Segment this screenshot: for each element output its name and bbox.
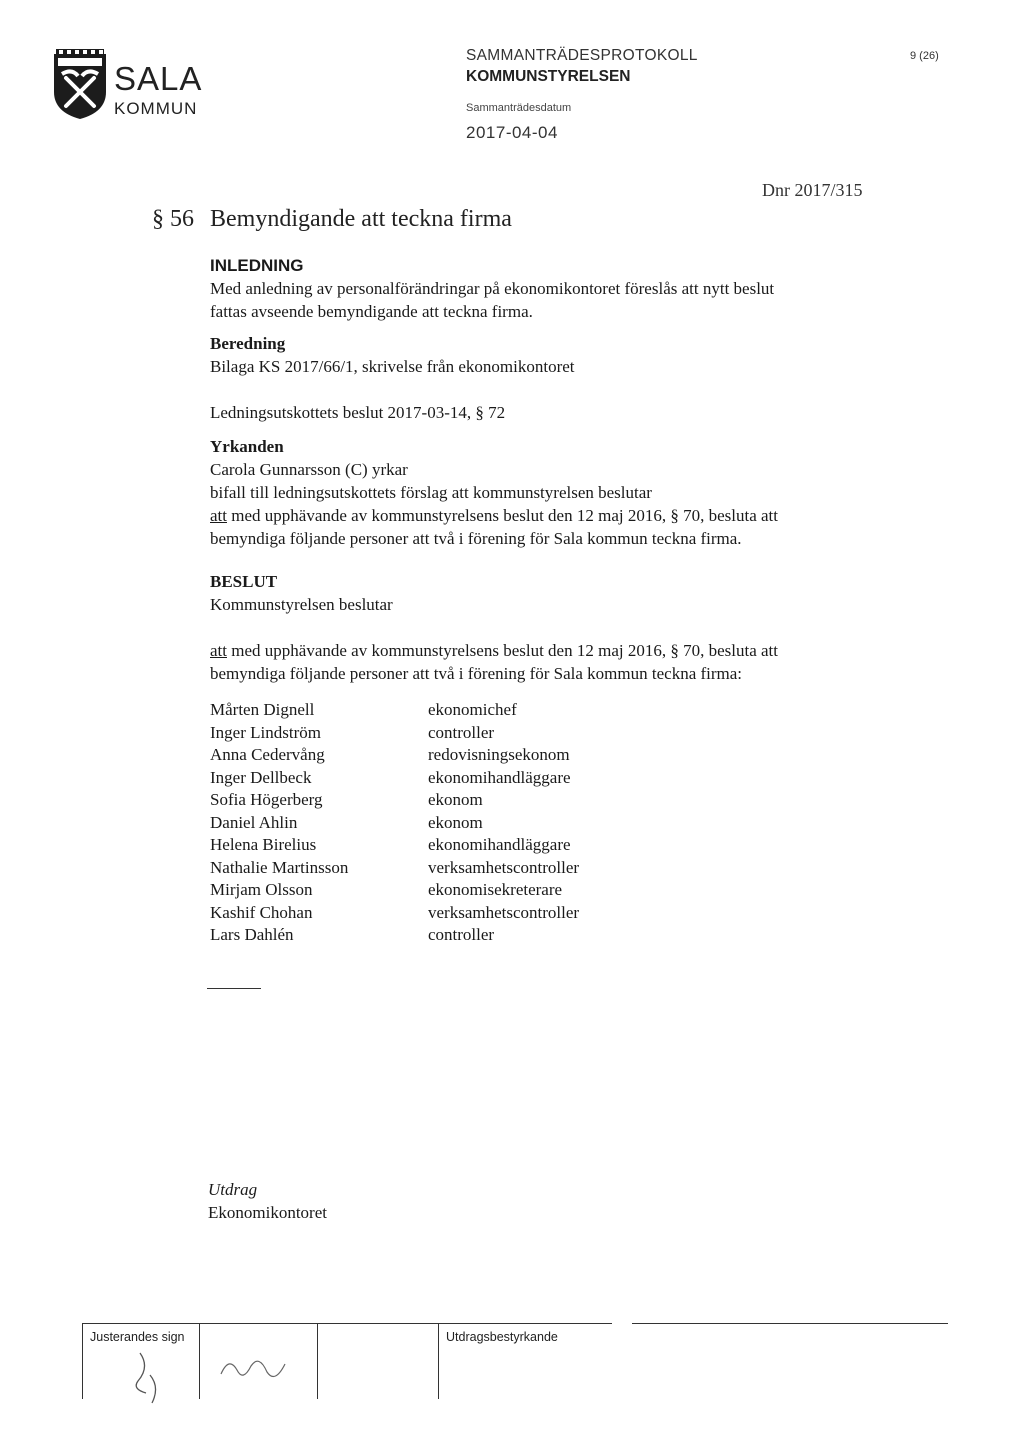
list-item (210, 879, 670, 902)
distribution-label: Utdrag (208, 1180, 258, 1199)
beslut-text-cont: bemyndiga följande personer att två i förening för Sala kommun teckna firma: (210, 664, 743, 683)
list-item (210, 767, 670, 790)
inledning-heading: INLEDNING (210, 256, 304, 275)
footer-rule-right (632, 1323, 948, 1324)
meeting-date-label: Sammanträdesdatum (466, 102, 572, 114)
footer-divider (199, 1323, 200, 1399)
signatory-role: ekonomihandläggare (428, 835, 571, 854)
beredning-heading: Beredning (210, 334, 286, 353)
signatory-name: Kashif Chohan (210, 902, 313, 922)
list-item (210, 834, 670, 857)
yrkanden-att-line (210, 504, 910, 527)
att-word: att (210, 506, 227, 525)
signatory-list (210, 699, 670, 947)
beslut-intro: Kommunstyrelsen beslutar (210, 595, 393, 614)
list-item (210, 924, 670, 947)
case-number: Dnr 2017/315 (762, 180, 863, 200)
yrkanden-att-rest: med upphävande av kommunstyrelsens beslut den 12 maj 2016, § 70, besluta att (227, 506, 778, 525)
signatory-name: Lars Dahlén (210, 925, 294, 944)
signatory-role: ekonomichef (428, 700, 517, 719)
beslut-att-line (210, 639, 910, 662)
signatory-name: Nathalie Martinsson (210, 857, 349, 877)
yrkanden-heading: Yrkanden (210, 437, 284, 456)
sala-kommun-logo (52, 48, 232, 128)
signatory-role: verksamhetscontroller (428, 857, 580, 877)
list-item (210, 722, 670, 745)
yrkanden-text-cont: bemyndiga följande personer att två i förening för Sala kommun teckna firma. (210, 529, 742, 548)
signatory-role: ekonomisekreterare (428, 880, 563, 899)
section-end-divider (207, 988, 261, 989)
inledning-section (210, 254, 910, 323)
beredning-attachment: Bilaga KS 2017/66/1, skrivelse från ekonomikontoret (210, 357, 575, 376)
utdragsbestyrkande-label: Utdragsbestyrkande (446, 1330, 558, 1344)
signatory-name: Daniel Ahlin (210, 812, 298, 832)
footer-divider (317, 1323, 318, 1399)
beslut-att-rest: med upphävande av kommunstyrelsens beslut den 12 maj 2016, § 70, besluta att (227, 641, 778, 660)
signatory-role: ekonom (428, 812, 483, 832)
signatory-name: Inger Lindström (210, 722, 321, 742)
att-word: att (210, 641, 227, 660)
beredning-reference: Ledningsutskottets beslut 2017-03-14, § 72 (210, 403, 506, 422)
logo-subtitle: KOMMUN (114, 99, 198, 118)
board-name: KOMMUNSTYRELSEN (466, 68, 631, 85)
signatory-name: Anna Cedervång (210, 745, 325, 764)
document-type: SAMMANTRÄDESPROTOKOLL (466, 47, 698, 64)
logo-name: SALA (114, 60, 203, 97)
signatory-name: Mårten Dignell (210, 700, 315, 719)
yrkanden-section (210, 435, 910, 550)
municipal-shield-icon (52, 48, 108, 120)
signatory-name: Helena Birelius (210, 835, 317, 854)
inledning-line: fattas avseende bemyndigande att teckna firma. (210, 302, 533, 321)
paragraph-title: Bemyndigande att teckna firma (210, 206, 512, 232)
beredning-section (210, 332, 910, 424)
beslut-section (210, 570, 910, 685)
yrkanden-proposer: Carola Gunnarsson (C) yrkar (210, 460, 408, 479)
signatory-role: controller (428, 925, 495, 944)
signatory-role: redovisningsekonom (428, 745, 570, 764)
signatory-name: Sofia Högerberg (210, 790, 323, 809)
beslut-heading: BESLUT (210, 572, 278, 591)
signature-initials-2 (215, 1348, 295, 1388)
page-number: 9 (26) (910, 50, 939, 62)
distribution-recipient: Ekonomikontoret (208, 1203, 327, 1222)
signatory-name: Inger Dellbeck (210, 767, 312, 787)
signature-initials-1 (120, 1345, 180, 1415)
signatory-role: verksamhetscontroller (428, 902, 580, 922)
paragraph-number: § 56 (152, 206, 194, 232)
footer-divider (82, 1323, 83, 1399)
list-item (210, 789, 670, 812)
list-item (210, 857, 670, 880)
signatory-role: ekonom (428, 790, 483, 809)
signatory-role: ekonomihandläggare (428, 767, 571, 787)
footer-divider (438, 1323, 439, 1399)
signatory-name: Mirjam Olsson (210, 880, 313, 899)
justerandes-sign-label: Justerandes sign (90, 1330, 185, 1344)
signatory-role: controller (428, 722, 495, 742)
footer-rule-left (82, 1323, 612, 1324)
inledning-line: Med anledning av personalförändringar på ekonomikontoret föreslås att nytt beslut (210, 279, 775, 298)
list-item (210, 699, 670, 722)
yrkanden-text: bifall till ledningsutskottets förslag att kommunstyrelsen beslutar (210, 483, 652, 502)
meeting-date: 2017-04-04 (466, 123, 558, 142)
list-item (210, 744, 670, 767)
list-item (210, 902, 670, 925)
list-item (210, 812, 670, 835)
